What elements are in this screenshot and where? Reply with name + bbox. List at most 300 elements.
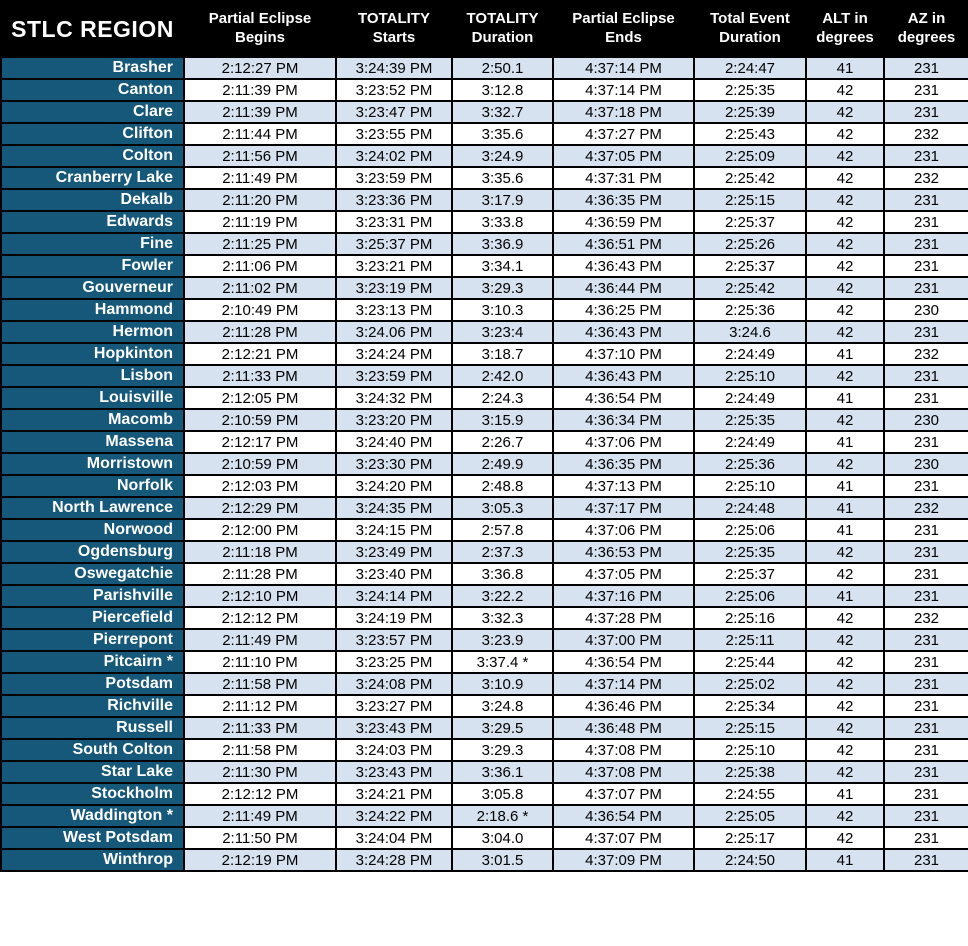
value-cell: 3:24.8 [452, 695, 553, 717]
value-cell: 2:25:35 [694, 541, 806, 563]
value-cell: 4:36:25 PM [553, 299, 694, 321]
value-cell: 3:23:31 PM [336, 211, 452, 233]
value-cell: 2:25:16 [694, 607, 806, 629]
value-cell: 42 [806, 365, 884, 387]
value-cell: 2:25:17 [694, 827, 806, 849]
value-cell: 4:37:13 PM [553, 475, 694, 497]
value-cell: 3:23:43 PM [336, 717, 452, 739]
value-cell: 4:36:51 PM [553, 233, 694, 255]
column-header-2: TOTALITY Starts [336, 1, 452, 57]
value-cell: 4:36:54 PM [553, 805, 694, 827]
value-cell: 4:37:08 PM [553, 739, 694, 761]
column-header-6: ALT in degrees [806, 1, 884, 57]
value-cell: 42 [806, 409, 884, 431]
value-cell: 4:37:06 PM [553, 431, 694, 453]
table-row [1, 167, 968, 189]
table-row [1, 365, 968, 387]
value-cell: 2:11:18 PM [184, 541, 336, 563]
value-cell: 2:57.8 [452, 519, 553, 541]
value-cell: 3:05.3 [452, 497, 553, 519]
value-cell: 2:11:58 PM [184, 739, 336, 761]
value-cell: 231 [884, 79, 968, 101]
value-cell: 4:36:35 PM [553, 189, 694, 211]
region-cell: Oswegatchie [1, 563, 184, 585]
table-row [1, 651, 968, 673]
table-row [1, 607, 968, 629]
value-cell: 2:48.8 [452, 475, 553, 497]
value-cell: 4:36:44 PM [553, 277, 694, 299]
value-cell: 3:12.8 [452, 79, 553, 101]
column-header-4: Partial Eclipse Ends [553, 1, 694, 57]
table-row [1, 299, 968, 321]
value-cell: 42 [806, 189, 884, 211]
value-cell: 4:37:09 PM [553, 849, 694, 871]
value-cell: 231 [884, 563, 968, 585]
value-cell: 41 [806, 57, 884, 79]
region-cell: Fowler [1, 255, 184, 277]
value-cell: 42 [806, 673, 884, 695]
value-cell: 4:37:16 PM [553, 585, 694, 607]
value-cell: 4:36:43 PM [553, 365, 694, 387]
value-cell: 2:25:26 [694, 233, 806, 255]
value-cell: 3:23:57 PM [336, 629, 452, 651]
table-row [1, 739, 968, 761]
value-cell: 3:23:55 PM [336, 123, 452, 145]
region-cell: Pierrepont [1, 629, 184, 651]
column-header-7: AZ in degrees [884, 1, 968, 57]
value-cell: 3:24:24 PM [336, 343, 452, 365]
column-header-5: Total Event Duration [694, 1, 806, 57]
value-cell: 3:24:22 PM [336, 805, 452, 827]
value-cell: 4:37:10 PM [553, 343, 694, 365]
value-cell: 231 [884, 475, 968, 497]
table-row [1, 519, 968, 541]
value-cell: 231 [884, 321, 968, 343]
value-cell: 41 [806, 497, 884, 519]
value-cell: 2:25:05 [694, 805, 806, 827]
value-cell: 3:23:25 PM [336, 651, 452, 673]
region-cell: Massena [1, 431, 184, 453]
value-cell: 231 [884, 695, 968, 717]
region-cell: Richville [1, 695, 184, 717]
value-cell: 231 [884, 431, 968, 453]
value-cell: 4:36:46 PM [553, 695, 694, 717]
region-cell: Morristown [1, 453, 184, 475]
value-cell: 3:23:59 PM [336, 167, 452, 189]
value-cell: 231 [884, 57, 968, 79]
value-cell: 41 [806, 431, 884, 453]
value-cell: 4:36:43 PM [553, 255, 694, 277]
value-cell: 2:11:19 PM [184, 211, 336, 233]
value-cell: 3:23:30 PM [336, 453, 452, 475]
value-cell: 3:29.5 [452, 717, 553, 739]
value-cell: 2:11:49 PM [184, 805, 336, 827]
value-cell: 3:24:14 PM [336, 585, 452, 607]
value-cell: 4:37:08 PM [553, 761, 694, 783]
table-row [1, 233, 968, 255]
value-cell: 3:01.5 [452, 849, 553, 871]
value-cell: 2:25:37 [694, 563, 806, 585]
table-row [1, 783, 968, 805]
table-row [1, 101, 968, 123]
value-cell: 231 [884, 673, 968, 695]
value-cell: 4:37:17 PM [553, 497, 694, 519]
value-cell: 2:11:28 PM [184, 321, 336, 343]
value-cell: 2:25:36 [694, 453, 806, 475]
table-row [1, 57, 968, 79]
value-cell: 2:11:50 PM [184, 827, 336, 849]
value-cell: 2:24.3 [452, 387, 553, 409]
value-cell: 231 [884, 365, 968, 387]
table-row [1, 453, 968, 475]
value-cell: 2:24:48 [694, 497, 806, 519]
value-cell: 2:25:35 [694, 409, 806, 431]
region-cell: Lisbon [1, 365, 184, 387]
value-cell: 3:24:35 PM [336, 497, 452, 519]
value-cell: 3:36.8 [452, 563, 553, 585]
value-cell: 42 [806, 739, 884, 761]
region-cell: Fine [1, 233, 184, 255]
value-cell: 42 [806, 563, 884, 585]
value-cell: 3:24:20 PM [336, 475, 452, 497]
value-cell: 2:11:39 PM [184, 79, 336, 101]
value-cell: 2:12:29 PM [184, 497, 336, 519]
value-cell: 41 [806, 343, 884, 365]
table-row [1, 123, 968, 145]
value-cell: 3:23.9 [452, 629, 553, 651]
table-row [1, 431, 968, 453]
table-row [1, 277, 968, 299]
region-cell: North Lawrence [1, 497, 184, 519]
value-cell: 231 [884, 739, 968, 761]
table-row [1, 387, 968, 409]
region-cell: Hopkinton [1, 343, 184, 365]
value-cell: 2:42.0 [452, 365, 553, 387]
value-cell: 3:22.2 [452, 585, 553, 607]
value-cell: 231 [884, 519, 968, 541]
table-row [1, 585, 968, 607]
region-cell: West Potsdam [1, 827, 184, 849]
value-cell: 4:36:53 PM [553, 541, 694, 563]
value-cell: 2:25:06 [694, 585, 806, 607]
value-cell: 41 [806, 519, 884, 541]
value-cell: 2:11:33 PM [184, 717, 336, 739]
table-row [1, 827, 968, 849]
value-cell: 2:25:43 [694, 123, 806, 145]
value-cell: 42 [806, 167, 884, 189]
value-cell: 42 [806, 123, 884, 145]
value-cell: 3:23:36 PM [336, 189, 452, 211]
value-cell: 2:25:11 [694, 629, 806, 651]
value-cell: 2:25:15 [694, 189, 806, 211]
value-cell: 2:25:34 [694, 695, 806, 717]
value-cell: 2:25:39 [694, 101, 806, 123]
region-cell: Colton [1, 145, 184, 167]
value-cell: 231 [884, 145, 968, 167]
region-cell: Louisville [1, 387, 184, 409]
value-cell: 2:11:10 PM [184, 651, 336, 673]
value-cell: 3:23:13 PM [336, 299, 452, 321]
table-row [1, 673, 968, 695]
value-cell: 3:32.3 [452, 607, 553, 629]
value-cell: 42 [806, 211, 884, 233]
value-cell: 4:36:34 PM [553, 409, 694, 431]
value-cell: 3:23:4 [452, 321, 553, 343]
value-cell: 231 [884, 629, 968, 651]
region-cell: Stockholm [1, 783, 184, 805]
value-cell: 3:17.9 [452, 189, 553, 211]
value-cell: 3:24:03 PM [336, 739, 452, 761]
value-cell: 231 [884, 211, 968, 233]
value-cell: 2:26.7 [452, 431, 553, 453]
value-cell: 2:25:38 [694, 761, 806, 783]
value-cell: 2:12:12 PM [184, 607, 336, 629]
value-cell: 4:36:59 PM [553, 211, 694, 233]
value-cell: 2:11:25 PM [184, 233, 336, 255]
value-cell: 2:12:27 PM [184, 57, 336, 79]
value-cell: 2:25:10 [694, 475, 806, 497]
value-cell: 232 [884, 497, 968, 519]
value-cell: 3:23:43 PM [336, 761, 452, 783]
value-cell: 3:23:21 PM [336, 255, 452, 277]
value-cell: 2:11:49 PM [184, 629, 336, 651]
table-row [1, 79, 968, 101]
value-cell: 3:29.3 [452, 277, 553, 299]
table-row [1, 145, 968, 167]
column-header-1: Partial Eclipse Begins [184, 1, 336, 57]
value-cell: 3:37.4 * [452, 651, 553, 673]
value-cell: 2:25:10 [694, 739, 806, 761]
value-cell: 3:24:19 PM [336, 607, 452, 629]
value-cell: 4:36:43 PM [553, 321, 694, 343]
value-cell: 2:11:02 PM [184, 277, 336, 299]
value-cell: 42 [806, 629, 884, 651]
value-cell: 230 [884, 453, 968, 475]
value-cell: 2:11:28 PM [184, 563, 336, 585]
value-cell: 2:12:12 PM [184, 783, 336, 805]
value-cell: 2:25:44 [694, 651, 806, 673]
value-cell: 3:36.1 [452, 761, 553, 783]
value-cell: 3:24.06 PM [336, 321, 452, 343]
value-cell: 2:18.6 * [452, 805, 553, 827]
value-cell: 2:25:10 [694, 365, 806, 387]
value-cell: 231 [884, 255, 968, 277]
value-cell: 2:24:50 [694, 849, 806, 871]
value-cell: 2:25:06 [694, 519, 806, 541]
value-cell: 3:23:47 PM [336, 101, 452, 123]
value-cell: 2:11:44 PM [184, 123, 336, 145]
value-cell: 2:25:15 [694, 717, 806, 739]
table-row [1, 497, 968, 519]
value-cell: 2:25:37 [694, 211, 806, 233]
region-cell: Gouverneur [1, 277, 184, 299]
value-cell: 4:37:14 PM [553, 57, 694, 79]
value-cell: 231 [884, 189, 968, 211]
table-row [1, 321, 968, 343]
region-cell: Clifton [1, 123, 184, 145]
value-cell: 4:37:05 PM [553, 145, 694, 167]
value-cell: 3:05.8 [452, 783, 553, 805]
value-cell: 42 [806, 255, 884, 277]
value-cell: 2:10:49 PM [184, 299, 336, 321]
value-cell: 3:24:02 PM [336, 145, 452, 167]
value-cell: 231 [884, 233, 968, 255]
value-cell: 2:11:20 PM [184, 189, 336, 211]
value-cell: 231 [884, 651, 968, 673]
value-cell: 4:37:14 PM [553, 79, 694, 101]
value-cell: 2:11:06 PM [184, 255, 336, 277]
value-cell: 4:37:27 PM [553, 123, 694, 145]
value-cell: 232 [884, 123, 968, 145]
value-cell: 4:37:07 PM [553, 783, 694, 805]
value-cell: 4:37:28 PM [553, 607, 694, 629]
value-cell: 3:24:28 PM [336, 849, 452, 871]
region-cell: Russell [1, 717, 184, 739]
value-cell: 2:25:09 [694, 145, 806, 167]
value-cell: 42 [806, 145, 884, 167]
value-cell: 41 [806, 475, 884, 497]
table-row [1, 695, 968, 717]
table-row [1, 849, 968, 871]
value-cell: 2:37.3 [452, 541, 553, 563]
column-header-3: TOTALITY Duration [452, 1, 553, 57]
value-cell: 2:25:02 [694, 673, 806, 695]
value-cell: 4:36:48 PM [553, 717, 694, 739]
value-cell: 3:24:15 PM [336, 519, 452, 541]
table-row [1, 189, 968, 211]
value-cell: 42 [806, 277, 884, 299]
value-cell: 3:10.9 [452, 673, 553, 695]
value-cell: 231 [884, 805, 968, 827]
region-cell: Edwards [1, 211, 184, 233]
value-cell: 42 [806, 321, 884, 343]
value-cell: 42 [806, 79, 884, 101]
value-cell: 4:37:31 PM [553, 167, 694, 189]
region-cell: Brasher [1, 57, 184, 79]
value-cell: 2:12:21 PM [184, 343, 336, 365]
value-cell: 42 [806, 827, 884, 849]
value-cell: 232 [884, 343, 968, 365]
value-cell: 231 [884, 849, 968, 871]
value-cell: 3:23:27 PM [336, 695, 452, 717]
region-cell: Hermon [1, 321, 184, 343]
value-cell: 41 [806, 783, 884, 805]
value-cell: 3:23:19 PM [336, 277, 452, 299]
region-cell: Star Lake [1, 761, 184, 783]
value-cell: 4:37:18 PM [553, 101, 694, 123]
value-cell: 2:12:17 PM [184, 431, 336, 453]
region-cell: Clare [1, 101, 184, 123]
value-cell: 231 [884, 277, 968, 299]
value-cell: 232 [884, 167, 968, 189]
value-cell: 231 [884, 541, 968, 563]
value-cell: 231 [884, 717, 968, 739]
region-cell: Macomb [1, 409, 184, 431]
region-cell: Ogdensburg [1, 541, 184, 563]
value-cell: 2:12:10 PM [184, 585, 336, 607]
table-row [1, 255, 968, 277]
value-cell: 3:25:37 PM [336, 233, 452, 255]
value-cell: 3:23:40 PM [336, 563, 452, 585]
value-cell: 2:25:36 [694, 299, 806, 321]
value-cell: 231 [884, 761, 968, 783]
header-row [1, 1, 968, 57]
table-row [1, 629, 968, 651]
value-cell: 3:23:59 PM [336, 365, 452, 387]
table-row [1, 343, 968, 365]
value-cell: 4:37:07 PM [553, 827, 694, 849]
table-row [1, 761, 968, 783]
value-cell: 2:11:12 PM [184, 695, 336, 717]
value-cell: 42 [806, 453, 884, 475]
value-cell: 2:25:42 [694, 167, 806, 189]
value-cell: 2:11:39 PM [184, 101, 336, 123]
value-cell: 4:37:05 PM [553, 563, 694, 585]
value-cell: 2:24:47 [694, 57, 806, 79]
value-cell: 231 [884, 783, 968, 805]
value-cell: 2:12:00 PM [184, 519, 336, 541]
value-cell: 3:24:21 PM [336, 783, 452, 805]
value-cell: 42 [806, 651, 884, 673]
value-cell: 3:04.0 [452, 827, 553, 849]
value-cell: 2:25:37 [694, 255, 806, 277]
value-cell: 3:23:52 PM [336, 79, 452, 101]
region-cell: Waddington * [1, 805, 184, 827]
table-row [1, 541, 968, 563]
value-cell: 41 [806, 849, 884, 871]
value-cell: 231 [884, 827, 968, 849]
value-cell: 2:12:03 PM [184, 475, 336, 497]
value-cell: 231 [884, 101, 968, 123]
value-cell: 3:24:39 PM [336, 57, 452, 79]
region-cell: Potsdam [1, 673, 184, 695]
value-cell: 2:11:58 PM [184, 673, 336, 695]
value-cell: 232 [884, 607, 968, 629]
table-title: STLC REGION [1, 1, 184, 57]
value-cell: 4:36:54 PM [553, 387, 694, 409]
value-cell: 2:25:42 [694, 277, 806, 299]
table-row [1, 805, 968, 827]
value-cell: 3:23:49 PM [336, 541, 452, 563]
value-cell: 4:36:54 PM [553, 651, 694, 673]
value-cell: 2:11:30 PM [184, 761, 336, 783]
value-cell: 2:24:49 [694, 431, 806, 453]
value-cell: 3:24.9 [452, 145, 553, 167]
value-cell: 2:10:59 PM [184, 453, 336, 475]
region-cell: Canton [1, 79, 184, 101]
value-cell: 42 [806, 761, 884, 783]
value-cell: 42 [806, 101, 884, 123]
region-cell: Winthrop [1, 849, 184, 871]
value-cell: 3:32.7 [452, 101, 553, 123]
region-cell: Parishville [1, 585, 184, 607]
region-cell: Norfolk [1, 475, 184, 497]
table-row [1, 475, 968, 497]
value-cell: 42 [806, 607, 884, 629]
value-cell: 3:24:40 PM [336, 431, 452, 453]
value-cell: 4:37:14 PM [553, 673, 694, 695]
value-cell: 3:33.8 [452, 211, 553, 233]
value-cell: 230 [884, 409, 968, 431]
table-body [1, 57, 968, 871]
value-cell: 2:11:56 PM [184, 145, 336, 167]
value-cell: 2:24:49 [694, 387, 806, 409]
table-row [1, 563, 968, 585]
value-cell: 2:24:55 [694, 783, 806, 805]
value-cell: 2:49.9 [452, 453, 553, 475]
value-cell: 2:25:35 [694, 79, 806, 101]
table-row [1, 211, 968, 233]
